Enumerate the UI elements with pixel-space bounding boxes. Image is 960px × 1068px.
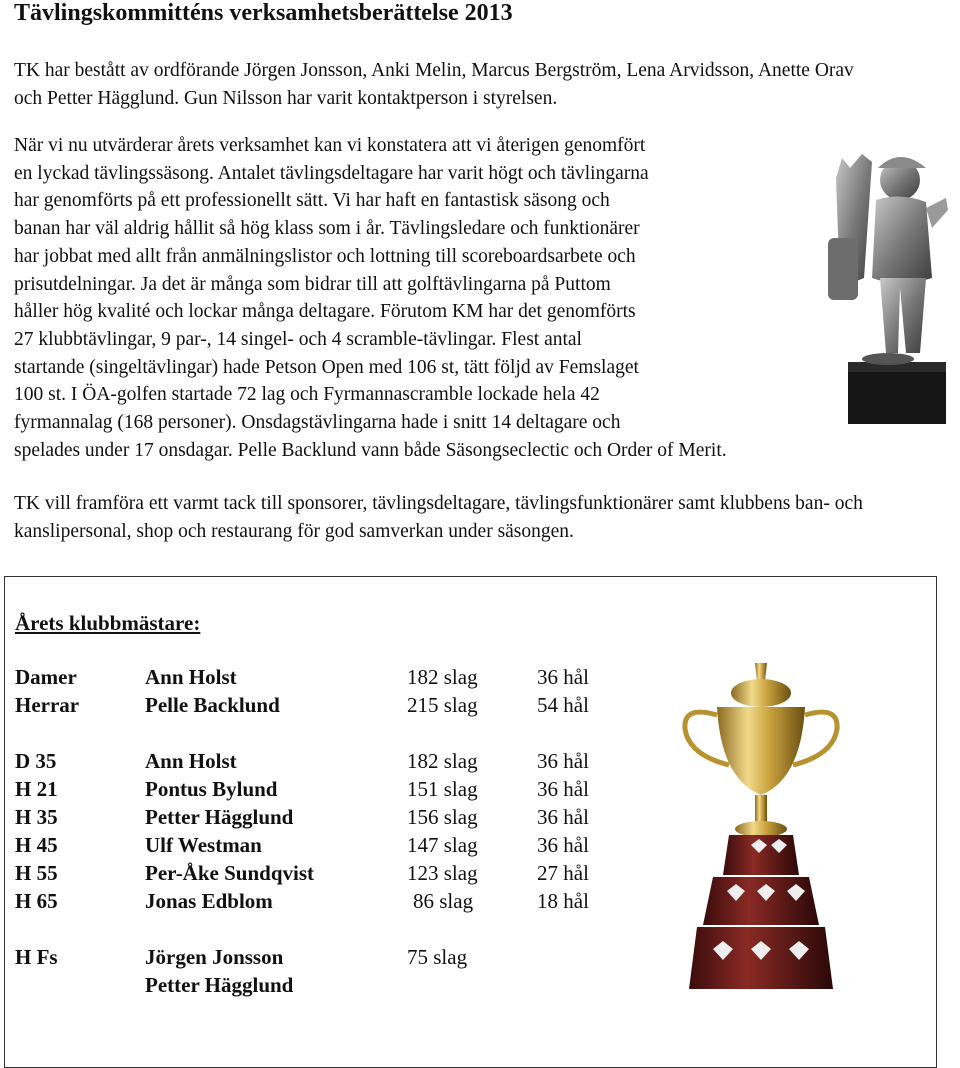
summary-line: fyrmannalag (168 personer). Onsdagstävlingarna hade i snitt 14 deltagare och	[14, 412, 621, 434]
strokes-cell: 151 slag	[407, 777, 478, 801]
trophy-cup-icon	[673, 659, 849, 999]
holes-cell: 18 hål	[537, 889, 589, 913]
strokes-cell: 182 slag	[407, 665, 478, 689]
holes-cell: 36 hål	[537, 777, 589, 801]
summary-line: När vi nu utvärderar årets verksamhet kan vi konstatera att vi återigen genomfört	[14, 135, 646, 156]
strokes-cell: 156 slag	[407, 805, 478, 829]
holes-cell: 36 hål	[537, 833, 589, 857]
class-cell: H 55	[15, 861, 58, 885]
strokes-cell: 123 slag	[407, 861, 478, 885]
club-champions-box	[4, 576, 937, 1068]
summary-line: har genomförts på ett professionellt sätt. Vi har haft en fantastisk säsong och	[14, 190, 610, 212]
name-cell: Pelle Backlund	[145, 693, 280, 717]
class-cell: H 35	[15, 805, 58, 829]
strokes-cell: 215 slag	[407, 693, 478, 717]
summary-line: har jobbat med allt från anmälningslistor och lottning till scoreboardsarbete och	[14, 245, 636, 267]
strokes-cell: 86 slag	[413, 889, 474, 913]
season-summary-paragraph	[14, 132, 914, 464]
name-cell: Petter Hägglund	[145, 805, 294, 829]
class-cell: Damer	[15, 665, 77, 689]
summary-line: 27 klubbtävlingar, 9 par-, 14 singel- och 4 scramble-tävlingar. Flest antal	[14, 328, 582, 350]
name-cell: Ann Holst	[145, 665, 237, 689]
champions-heading: Årets klubbmästare:	[15, 611, 201, 635]
holes-cell: 36 hål	[537, 665, 589, 689]
committee-paragraph: TK har bestått av ordförande Jörgen Jonsson, Anki Melin, Marcus Bergström, Lena Arvidsson, Anette Orav och Petter Hägglund. Gun Nilsson har varit kontaktperson i styrelsen.	[14, 60, 854, 109]
name-cell: Ulf Westman	[145, 833, 262, 857]
class-cell: H 21	[15, 777, 58, 801]
name-cell: Petter Hägglund	[145, 973, 294, 997]
golfer-figurine-icon	[828, 138, 952, 426]
holes-cell: 27 hål	[537, 861, 589, 885]
class-cell: D 35	[15, 749, 57, 773]
holes-cell: 54 hål	[537, 693, 589, 717]
thanks-paragraph: TK vill framföra ett varmt tack till sponsorer, tävlingsdeltagare, tävlingsfunktionärer samt klubbens ban- och kanslipersonal, shop och restaurang för god samverkan under säsongen.	[14, 493, 863, 542]
strokes-cell: 75 slag	[407, 945, 468, 969]
strokes-cell: 182 slag	[407, 749, 478, 773]
class-cell: H 45	[15, 833, 58, 857]
summary-line: prisutdelningar. Ja det är många som bidrar till att golftävlingarna på Puttom	[14, 273, 611, 295]
holes-cell: 36 hål	[537, 805, 589, 829]
summary-line: 100 st. I ÖA-golfen startade 72 lag och Fyrmannascramble lockade hela 42	[14, 384, 600, 406]
summary-line: banan har väl aldrig hållit så hög klass som i år. Tävlingsledare och funktionärer	[14, 218, 640, 240]
summary-line: startande (singeltävlingar) hade Petson Open med 106 st, tätt följd av Femslaget	[14, 356, 639, 378]
name-cell: Pontus Bylund	[145, 777, 278, 801]
summary-line: håller hög kvalité och lockar många deltagare. Förutom KM har det genomförts	[14, 301, 636, 323]
name-cell: Ann Holst	[145, 749, 237, 773]
name-cell: Jonas Edblom	[145, 889, 273, 913]
strokes-cell: 147 slag	[407, 833, 478, 857]
summary-line: en lyckad tävlingssäsong. Antalet tävlingsdeltagare har varit högt och tävlingarna	[14, 162, 649, 184]
summary-line: spelades under 17 onsdagar. Pelle Backlund vann både Säsongseclectic och Order of Merit.	[14, 439, 727, 461]
name-cell: Jörgen Jonsson	[145, 945, 284, 969]
holes-cell: 36 hål	[537, 749, 589, 773]
page-title: Tävlingskommitténs verksamhetsberättelse 2013	[14, 0, 513, 26]
class-cell: H Fs	[15, 945, 58, 969]
class-cell: Herrar	[15, 693, 80, 717]
name-cell: Per-Åke Sundqvist	[145, 861, 314, 885]
class-cell: H 65	[15, 889, 58, 913]
